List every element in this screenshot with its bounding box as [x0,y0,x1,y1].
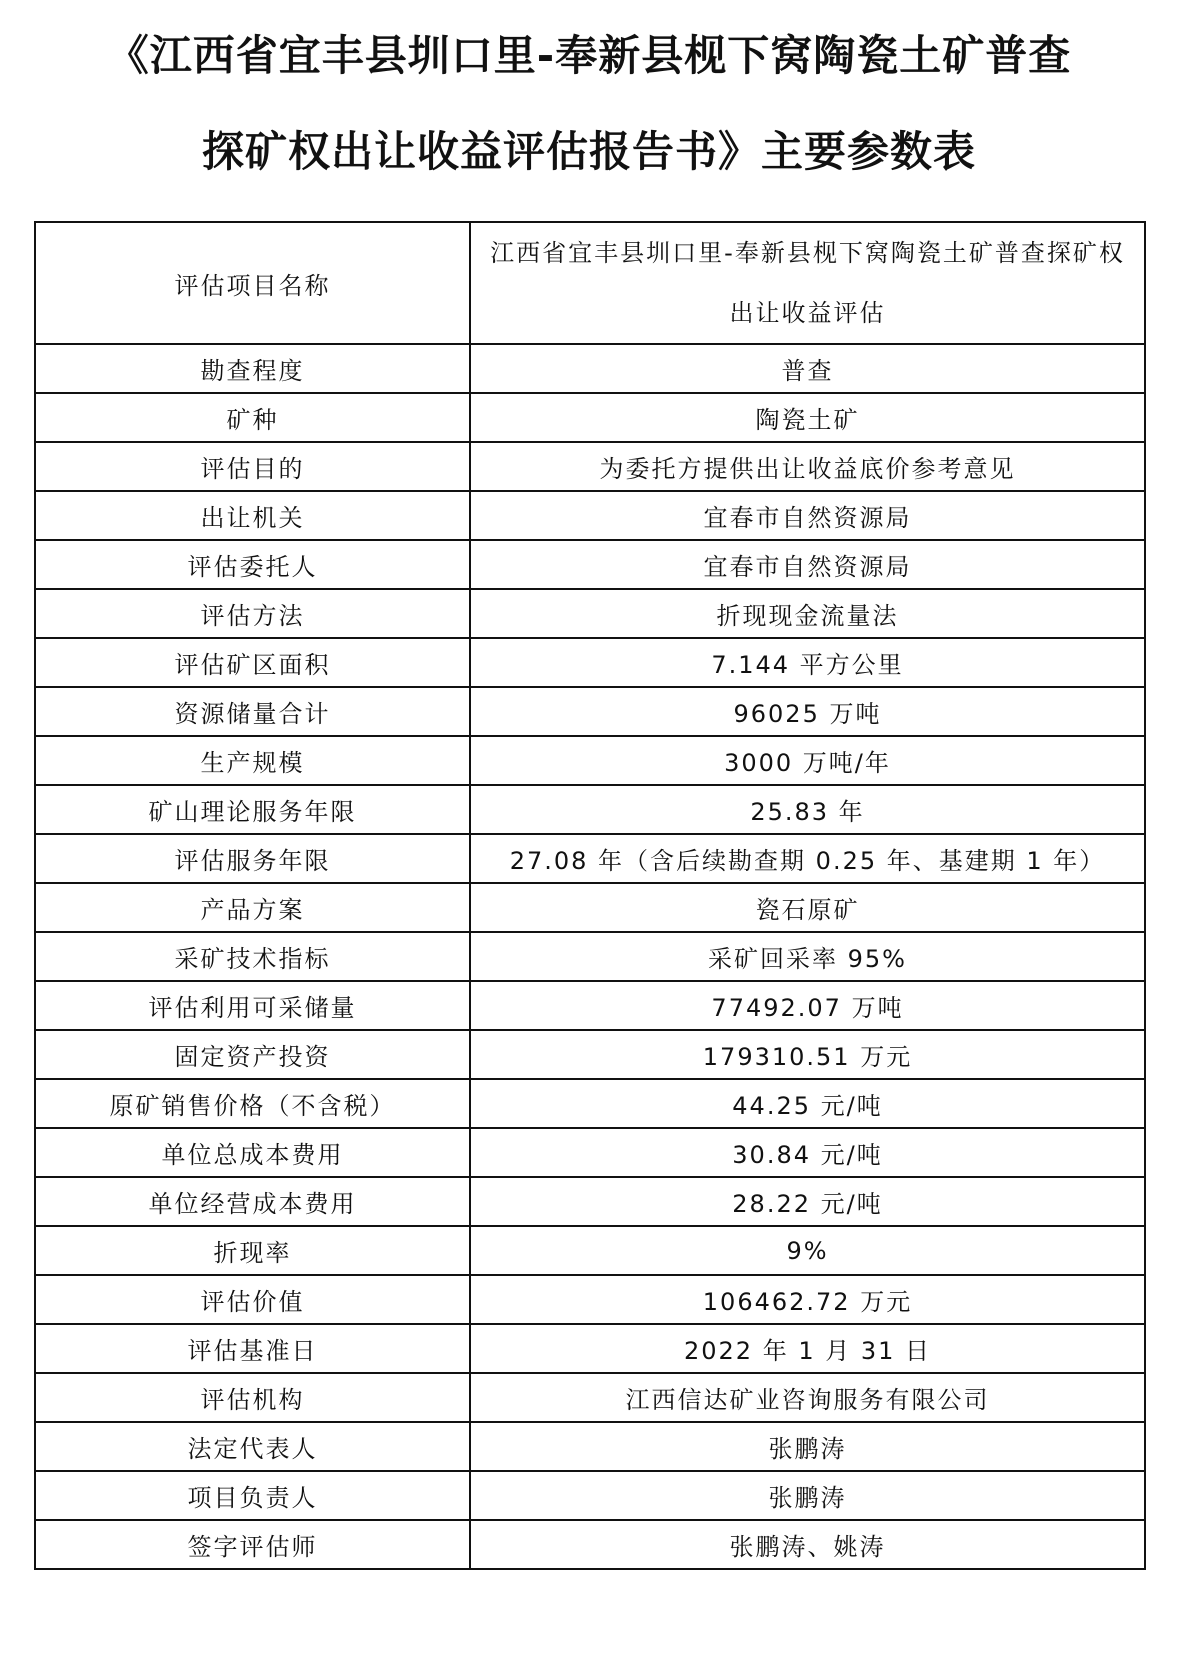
row-label: 固定资产投资 [35,1030,470,1079]
row-value: 江西信达矿业咨询服务有限公司 [470,1373,1145,1422]
row-label: 评估价值 [35,1275,470,1324]
row-label: 评估目的 [35,442,470,491]
title-line-1: 《江西省宜丰县圳口里-奉新县枧下窝陶瓷土矿普查 [106,31,1072,80]
row-label: 矿种 [35,393,470,442]
table-row [35,1520,1145,1569]
row-label: 采矿技术指标 [35,932,470,981]
table-row [35,1079,1145,1128]
row-label: 勘查程度 [35,344,470,393]
row-label: 单位总成本费用 [35,1128,470,1177]
row-label: 评估委托人 [35,540,470,589]
row-value: 27.08 年（含后续勘查期 0.25 年、基建期 1 年） [470,834,1145,883]
table-row [35,1275,1145,1324]
row-value: 江西省宜丰县圳口里-奉新县枧下窝陶瓷土矿普查探矿权出让收益评估 [470,222,1145,344]
row-value: 9% [470,1226,1145,1275]
row-label: 法定代表人 [35,1422,470,1471]
table-row [35,736,1145,785]
row-label: 项目负责人 [35,1471,470,1520]
table-row [35,1177,1145,1226]
row-value: 30.84 元/吨 [470,1128,1145,1177]
row-label: 评估利用可采储量 [35,981,470,1030]
row-label: 评估项目名称 [35,222,470,344]
row-value: 3000 万吨/年 [470,736,1145,785]
row-value: 张鹏涛 [470,1471,1145,1520]
table-row [35,1471,1145,1520]
table-row [35,981,1145,1030]
row-label: 产品方案 [35,883,470,932]
row-label: 签字评估师 [35,1520,470,1569]
row-value: 2022 年 1 月 31 日 [470,1324,1145,1373]
row-value: 折现现金流量法 [470,589,1145,638]
document-title [0,8,1178,200]
table-row [35,491,1145,540]
row-value: 宜春市自然资源局 [470,491,1145,540]
row-label: 折现率 [35,1226,470,1275]
table-row [35,1324,1145,1373]
row-value: 张鹏涛、姚涛 [470,1520,1145,1569]
row-value: 25.83 年 [470,785,1145,834]
row-value: 张鹏涛 [470,1422,1145,1471]
table-row [35,393,1145,442]
row-value: 瓷石原矿 [470,883,1145,932]
row-value: 28.22 元/吨 [470,1177,1145,1226]
table-row [35,638,1145,687]
row-label: 生产规模 [35,736,470,785]
row-label: 评估方法 [35,589,470,638]
table-row [35,687,1145,736]
row-value: 77492.07 万吨 [470,981,1145,1030]
row-value: 44.25 元/吨 [470,1079,1145,1128]
table-row [35,1422,1145,1471]
row-value: 陶瓷土矿 [470,393,1145,442]
table-row [35,1030,1145,1079]
table-row [35,1226,1145,1275]
table-row [35,222,1145,344]
row-value: 普查 [470,344,1145,393]
parameter-table [34,221,1146,1570]
row-value: 7.144 平方公里 [470,638,1145,687]
table-row [35,883,1145,932]
row-label: 评估机构 [35,1373,470,1422]
table-row [35,834,1145,883]
row-value: 106462.72 万元 [470,1275,1145,1324]
row-value: 96025 万吨 [470,687,1145,736]
row-value: 宜春市自然资源局 [470,540,1145,589]
row-label: 资源储量合计 [35,687,470,736]
row-value: 采矿回采率 95% [470,932,1145,981]
row-value: 179310.51 万元 [470,1030,1145,1079]
table-row [35,932,1145,981]
row-value: 为委托方提供出让收益底价参考意见 [470,442,1145,491]
row-label: 出让机关 [35,491,470,540]
table-row [35,540,1145,589]
table-row [35,589,1145,638]
table-row [35,785,1145,834]
row-label: 评估服务年限 [35,834,470,883]
row-label: 原矿销售价格（不含税） [35,1079,470,1128]
table-row [35,344,1145,393]
row-label: 评估基准日 [35,1324,470,1373]
title-line-2: 探矿权出让收益评估报告书》主要参数表 [201,127,976,176]
row-label: 评估矿区面积 [35,638,470,687]
row-label: 矿山理论服务年限 [35,785,470,834]
table-row [35,1128,1145,1177]
table-row [35,1373,1145,1422]
table-row [35,442,1145,491]
row-label: 单位经营成本费用 [35,1177,470,1226]
